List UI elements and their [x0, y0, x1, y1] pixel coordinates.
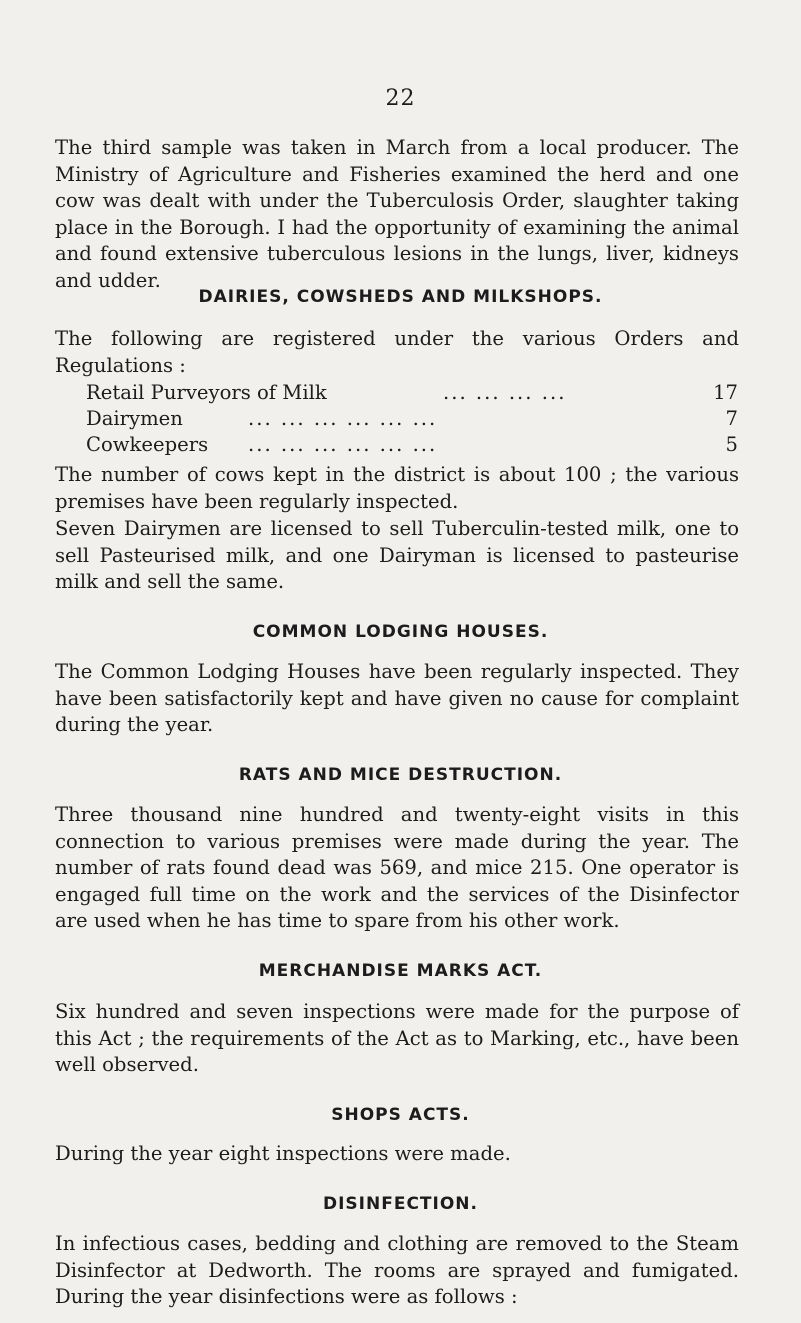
row-value: 5: [725, 433, 738, 456]
shops-paragraph: [55, 1141, 739, 1168]
merchandise-paragraph: [55, 999, 739, 1079]
intro-text: The third sample was taken in March from a local producer. The Ministry of Agriculture and Fisheries examined the herd and one cow was dealt with under the Tuberculosis Order, slaughter taking place in the Borough. I had the opportunity of examining the animal and found extensive tuberculous lesions in the lungs, liver, kidneys and udder.: [55, 136, 739, 292]
row-label: Dairymen: [86, 407, 183, 430]
shops-heading: SHOPS ACTS.: [331, 1105, 470, 1125]
dairies-para2-text: Seven Dairymen are licensed to sell Tuberculin-tested milk, one to sell Pasteurised milk, and one Dairyman is licensed to pasteurise milk and sell the same.: [55, 517, 739, 594]
rats-text: Three thousand nine hundred and twenty-eight visits in this connection to various premises were made during the year. The number of rats found dead was 569, and mice 215. One operator is engaged full time on the work and the services of the Disinfector are used when he has time to spare from his other work.: [55, 803, 739, 933]
dairies-row-retail: [86, 380, 738, 406]
dairies-para1: [55, 462, 739, 515]
row-leader: ... ... ... ... ... ...: [248, 433, 438, 456]
lodging-paragraph: [55, 659, 739, 739]
dairies-lead-text: The following are registered under the various Orders and Regulations :: [55, 327, 739, 377]
dairies-row-dairymen: [86, 406, 738, 432]
intro-paragraph: [55, 135, 739, 295]
row-label: Retail Purveyors of Milk: [86, 381, 327, 404]
page-number: 22: [385, 86, 416, 111]
row-leader: ... ... ... ... ... ...: [248, 407, 438, 430]
dairies-row-cowkeepers: [86, 432, 738, 458]
disinfection-paragraph: [55, 1231, 739, 1311]
lodging-heading: COMMON LODGING HOUSES.: [252, 622, 549, 642]
dairies-para2: [55, 516, 739, 596]
dairies-heading: DAIRIES, COWSHEDS AND MILKSHOPS.: [198, 287, 603, 307]
merchandise-text: Six hundred and seven inspections were made for the purpose of this Act ; the requirements of the Act as to Marking, etc., have been well observed.: [55, 1000, 739, 1077]
rats-paragraph: [55, 802, 739, 935]
dairies-para1-text: The number of cows kept in the district is about 100 ; the various premises have been regularly inspected.: [55, 463, 739, 513]
lodging-text: The Common Lodging Houses have been regularly inspected. They have been satisfactorily kept and have given no cause for complaint during the year.: [55, 660, 739, 737]
row-label: Cowkeepers: [86, 433, 209, 456]
rats-heading: RATS AND MICE DESTRUCTION.: [238, 765, 563, 785]
dairies-lead: [55, 326, 739, 379]
row-leader: ... ... ... ...: [443, 381, 567, 404]
disinfection-text: In infectious cases, bedding and clothing are removed to the Steam Disinfector at Dedworth. The rooms are sprayed and fumigated. During the year disinfections were as follows :: [55, 1232, 739, 1309]
row-value: 7: [725, 407, 738, 430]
disinfection-heading: DISINFECTION.: [323, 1194, 478, 1214]
shops-text: During the year eight inspections were made.: [55, 1142, 511, 1165]
merchandise-heading: MERCHANDISE MARKS ACT.: [258, 961, 543, 981]
row-value: 17: [713, 381, 738, 404]
